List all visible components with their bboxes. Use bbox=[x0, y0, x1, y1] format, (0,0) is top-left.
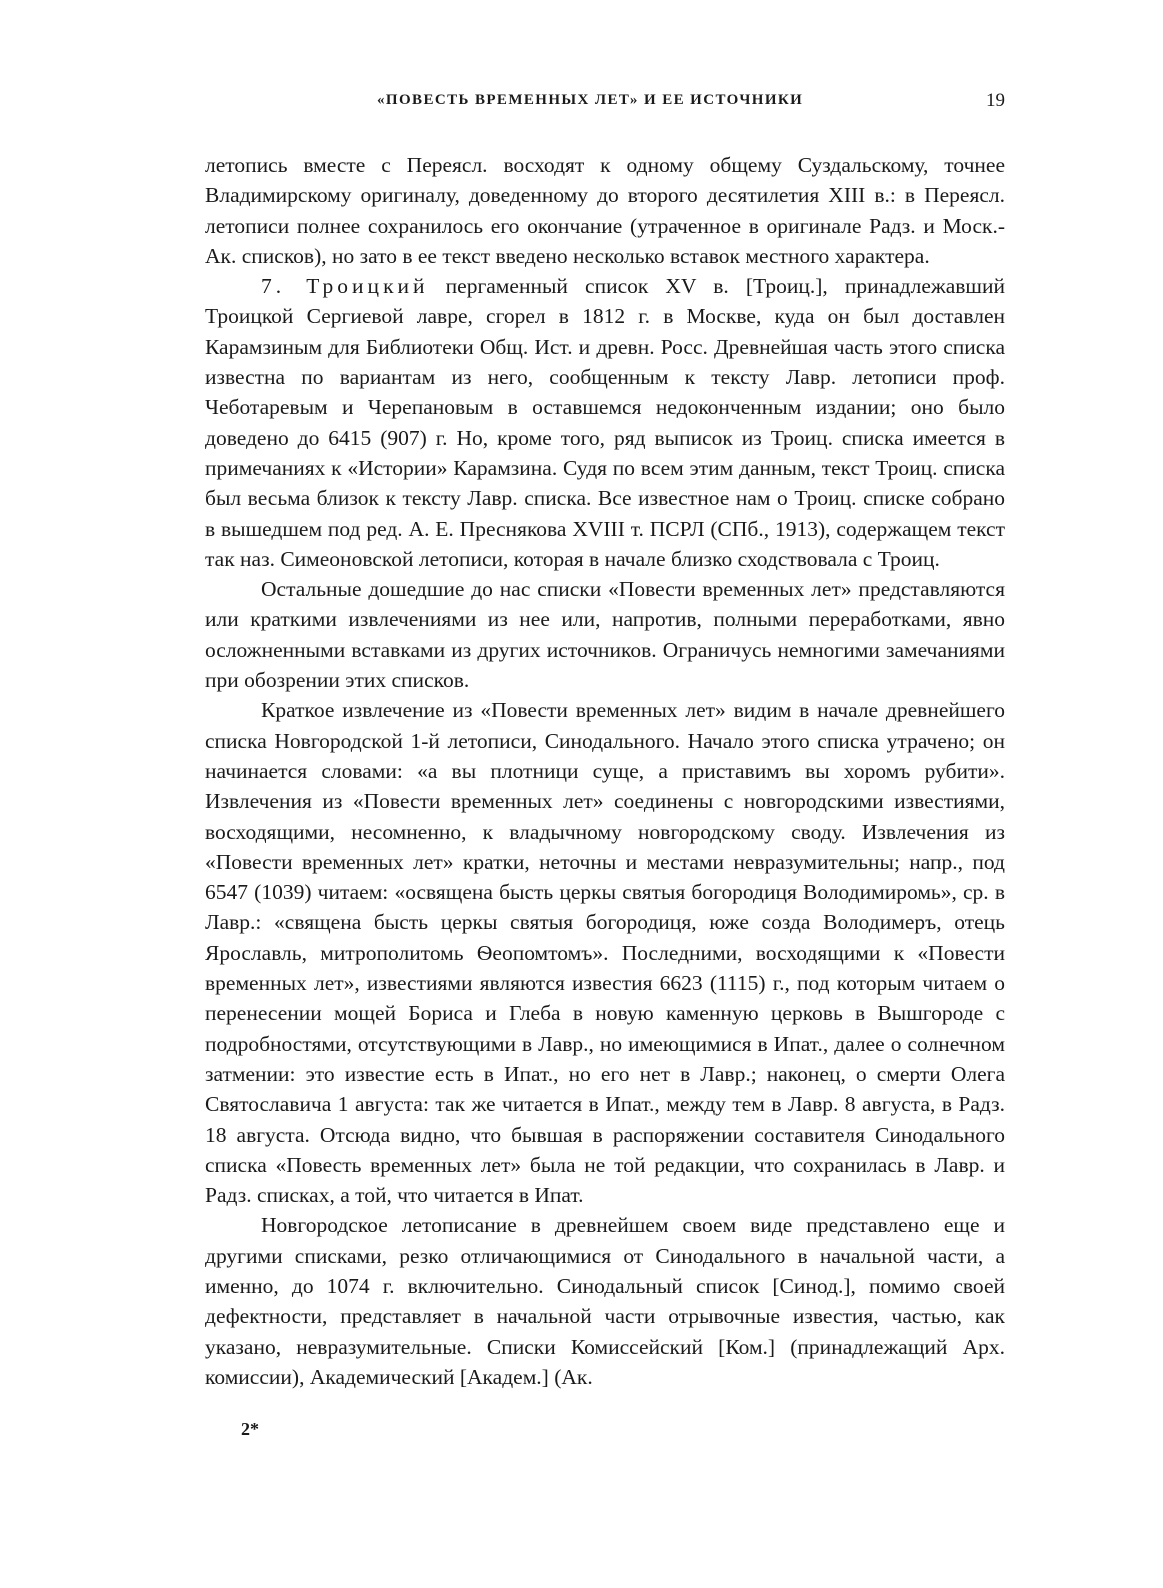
running-title: «ПОВЕСТЬ ВРЕМЕННЫХ ЛЕТ» И ЕЕ ИСТОЧНИКИ bbox=[377, 92, 804, 108]
paragraph-text: Краткое извлечение из «Повести временных лет» видим в начале древнейшего списка Новгородской 1-й летописи, Синодального. Начало этого списка утрачено; он начинается словами: «а вы плотници суще, а приставимъ вы хоромъ рубити». Извлечения из «Повести временных лет» соединены с новгородскими известиями, восходящими, несомненно, к владычному новгородскому своду. Извлечения из «Повести временных лет» кратки, неточны и местами невразумительны; напр., под 6547 (1039) читаем: «освящена бысть церкы святыя богородиця Володимиромь», ср. в Лавр.: «священа бысть церкы святыя богородиця, юже созда Володимеръ, отець Ярославль, митрополитомь Ѳеопомтомъ». Последними, восходящими к «Повести временных лет», известиями являются известия 6623 (1115) г., под которым читаем о перенесении мощей Бориса и Глеба в новую каменную церковь в Вышгороде с подробностями, отсутствующими в Лавр., но имеющимися в Ипат., далее о солнечном затмении: это известие есть в Ипат., но его нет в Лавр.; наконец, о смерти Олега Святославича 1 августа: так же читается в Ипат., между тем в Лавр. 8 августа, в Радз. 18 августа. Отсюда видно, что бывшая в распоряжении составителя Синодального списка «Повесть временных лет» была не той редакции, что сохранилась в Лавр. и Радз. списках, а той, что читается в Ипат. bbox=[205, 698, 1005, 1208]
running-head bbox=[205, 88, 1005, 118]
paragraph-text: летопись вместе с Переясл. восходят к одному общему Суздальскому, точнее Владимирскому оригиналу, доведенному до второго десятилетия XIII в.: в Переясл. летописи полнее сохранилось его окончание (утраченное в оригинале Радз. и Моск.-Ак. списков), но зато в ее текст введено несколько вставок местного характера. bbox=[205, 153, 1005, 268]
body-text bbox=[205, 150, 1005, 1392]
document-page bbox=[205, 88, 1005, 1392]
paragraph-text: Остальные дошедшие до нас списки «Повести временных лет» представляются или краткими извлечениями из нее или, напротив, полными переработками, явно осложненными вставками из других источников. Ограничусь немногими замечаниями при обозрении этих списков. bbox=[205, 577, 1005, 693]
paragraph-text: пергаменный список XV в. [Троиц.], принадлежавший Троицкой Сергиевой лавре, сгорел в 1812 г. в Москве, куда он был доставлен Карамзиным для Библиотеки Общ. Ист. и древн. Росс. Древнейшая часть этого списка известна по вариантам из него, сообщенным к тексту Лавр. летописи проф. Чеботаревым и Черепановым в оставшемся недоконченным издании; оно было доведено до 6415 (907) г. Но, кроме того, ряд выписок из Троиц. списка имеется в примечаниях к «Истории» Карамзина. Судя по всем этим данным, текст Троиц. списка был весьма близок к тексту Лавр. списка. Все известное нам о Троиц. списке собрано в вышедшем под ред. А. Е. Преснякова XVIII т. ПСРЛ (СПб., 1913), содержащем текст так наз. Симеоновской летописи, которая в начале близко сходствовала с Троиц. bbox=[205, 274, 1005, 571]
paragraph-4 bbox=[205, 695, 1005, 1210]
page-number: 19 bbox=[986, 90, 1005, 111]
paragraph-2 bbox=[205, 271, 1005, 574]
paragraph-3 bbox=[205, 574, 1005, 695]
paragraph-1 bbox=[205, 150, 1005, 271]
paragraph-text: Новгородское летописание в древнейшем своем виде представлено еще и другими списками, резко отличающимися от Синодального в начальной части, а именно, до 1074 г. включительно. Синодальный список [Синод.], помимо своей дефектности, представляет в начальной части отрывочные известия, частью, как указано, невразумительные. Списки Комиссейский [Ком.] (принадлежащий Арх. комиссии), Академический [Академ.] (Ак. bbox=[205, 1213, 1005, 1389]
paragraph-5 bbox=[205, 1210, 1005, 1392]
signature-mark: 2* bbox=[241, 1419, 259, 1439]
paragraph-lead: 7. Троицкий bbox=[261, 274, 429, 299]
